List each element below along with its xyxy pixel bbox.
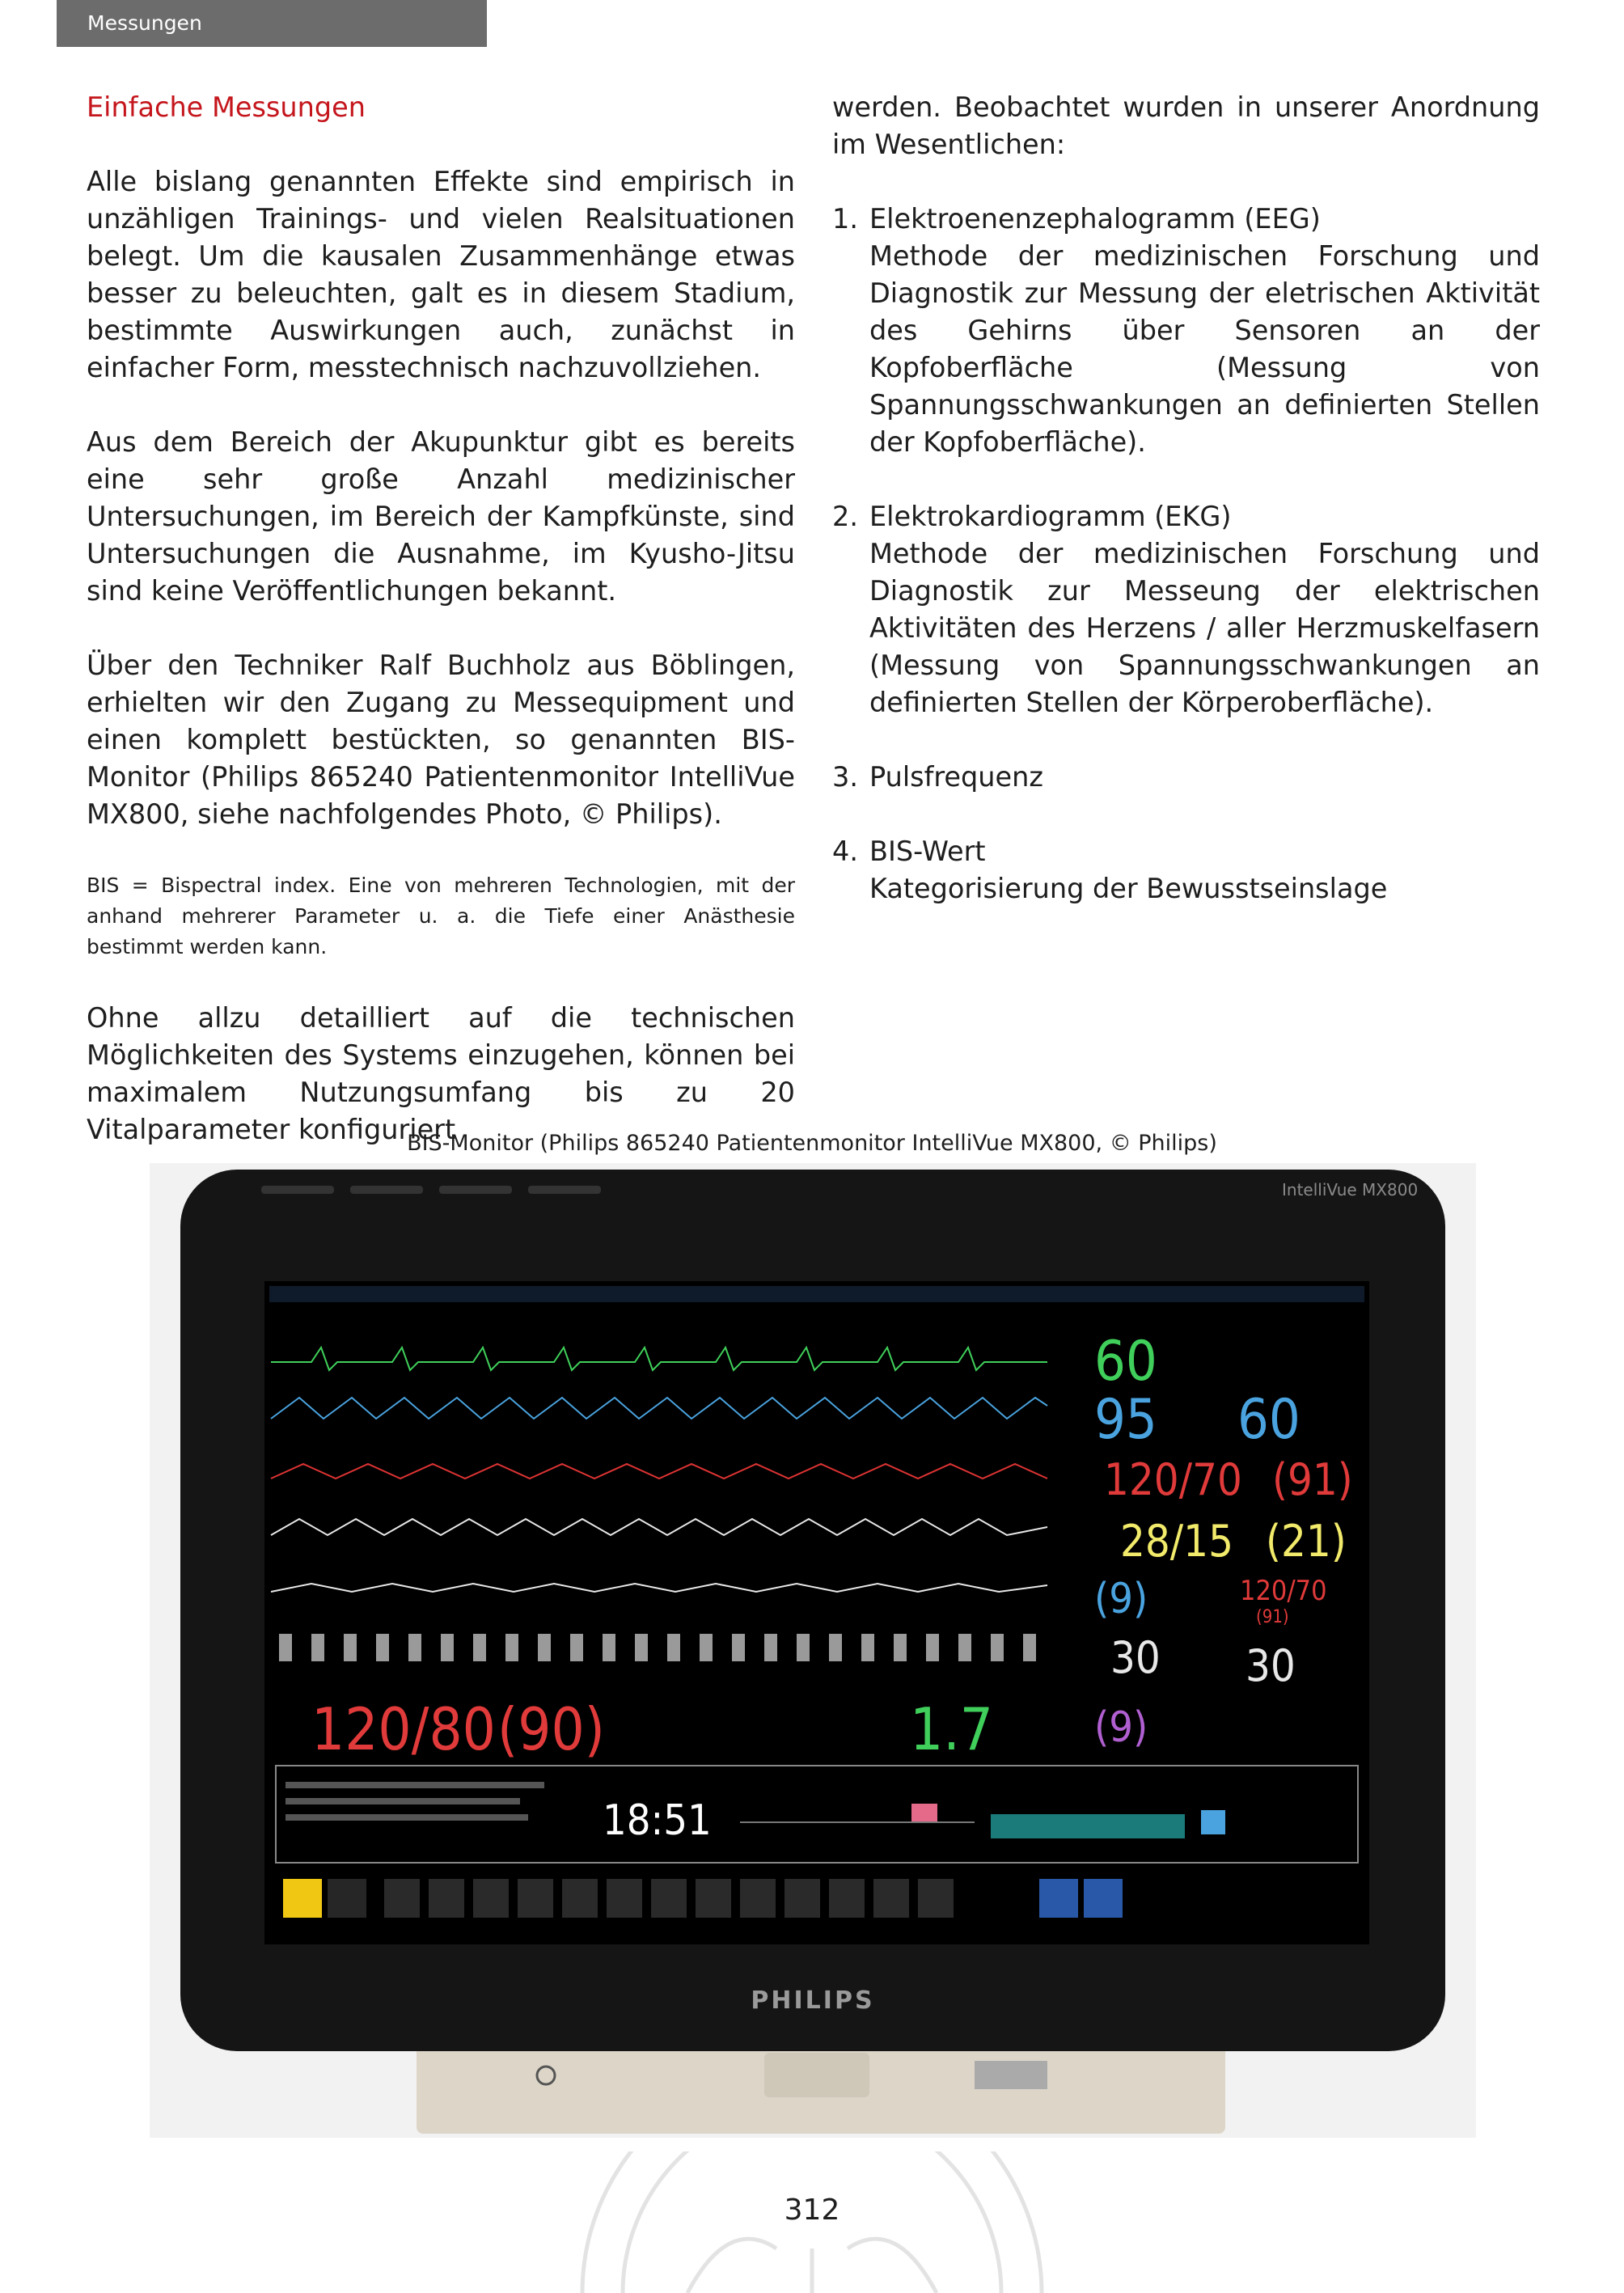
- section-tab-label: Messungen: [87, 11, 202, 35]
- page-number: 312: [784, 2194, 840, 2227]
- list-title: Elektrokardiogramm (EKG): [869, 501, 1232, 532]
- toolbar-button[interactable]: [1084, 1879, 1123, 1918]
- bis-value: 1.7: [910, 1695, 993, 1763]
- list-number: 3.: [832, 761, 858, 793]
- right-column: [832, 89, 1540, 945]
- list-description: Kategorisierung der Bewusstseinslage: [869, 873, 1388, 904]
- alarm-button[interactable]: [283, 1879, 322, 1918]
- hr-value: 60: [1094, 1330, 1157, 1394]
- abp-mean-value: (91): [1272, 1454, 1353, 1505]
- nbp-large-mean-value: (90): [497, 1695, 605, 1763]
- toolbar-button[interactable]: [607, 1879, 642, 1918]
- icp-value: (9): [1094, 1703, 1148, 1752]
- toolbar-button[interactable]: [473, 1879, 509, 1918]
- toolbar-button[interactable]: [740, 1879, 776, 1918]
- list-title: Elektroenenzephalogramm (EEG): [869, 203, 1321, 235]
- clock: 18:51: [603, 1796, 712, 1845]
- trend-bar: [991, 1814, 1185, 1838]
- monitor-screen: [264, 1281, 1369, 1944]
- toolbar-button[interactable]: [651, 1879, 687, 1918]
- toolbar-button[interactable]: [918, 1879, 954, 1918]
- list-number: 2.: [832, 501, 858, 532]
- cvp-value: (9): [1094, 1575, 1148, 1623]
- footnote: BIS = Bispectral index. Eine von mehreren Technologien, mit der anhand mehrerer Parameter u. a. die Tiefe einer Anästhesie bestimmt werden kann.: [87, 874, 795, 958]
- nbp-small-value: 120/70: [1240, 1575, 1327, 1607]
- toolbar-button[interactable]: [873, 1879, 909, 1918]
- list-number: 4.: [832, 836, 858, 867]
- toolbar-button[interactable]: [328, 1879, 366, 1918]
- pap-mean-value: (21): [1266, 1516, 1347, 1567]
- section-heading: Einfache Messungen: [87, 91, 366, 123]
- paragraph: Alle bislang genannten Effekte sind empirisch in unzähligen Trainings- und vielen Realsituationen belegt. Um die kausalen Zusammenhänge etwas besser zu beleuchten, galt es in diesem Stadium, bestimmte Auswirkungen auch, zunächst in einfacher Form, messtechnisch nachzuvollziehen.: [87, 166, 795, 383]
- toolbar-button[interactable]: [696, 1879, 731, 1918]
- toolbar-button[interactable]: [1039, 1879, 1078, 1918]
- toolbar-button[interactable]: [562, 1879, 598, 1918]
- figure-caption: BIS-Monitor (Philips 865240 Patientenmonitor IntelliVue MX800, © Philips): [407, 1131, 1217, 1156]
- list-description: Methode der medizinischen Forschung und Diagnostik zur Messeung der elektrischen Aktivitäten des Herzens / aller Herzmuskelfasern (Messung von Spannungsschwankungen an definierten Stellen der Körperoberfläche).: [869, 538, 1540, 718]
- section-tab: [57, 0, 487, 47]
- spo2-value: 95: [1094, 1388, 1157, 1452]
- awrr-value: 30: [1245, 1640, 1296, 1691]
- toolbar-button[interactable]: [384, 1879, 420, 1918]
- toolbar-button[interactable]: [518, 1879, 553, 1918]
- paragraph: werden. Beobachtet wurden in unserer Anordnung im Wesentlichen:: [832, 91, 1540, 160]
- monitor-model-label: IntelliVue MX800: [1282, 1180, 1419, 1199]
- list-item: [832, 833, 1540, 907]
- brand-logo: PHILIPS: [751, 1986, 875, 2015]
- barcode-label: [975, 2061, 1047, 2089]
- left-column: [87, 89, 795, 1186]
- pulse-value: 60: [1237, 1388, 1300, 1452]
- nbp-small-mean-value: (91): [1256, 1607, 1289, 1627]
- status-bar: [269, 1286, 1364, 1302]
- toolbar-button[interactable]: [429, 1879, 464, 1918]
- paragraph: Über den Techniker Ralf Buchholz aus Böblingen, erhielten wir den Zugang zu Messequipment und einen komplett bestückten, so genannten BIS-Monitor (Philips 865240 Patientenmonitor IntelliVue MX800, siehe nachfolgendes Photo, © Philips).: [87, 649, 795, 830]
- list-item: [832, 759, 1540, 796]
- list-number: 1.: [832, 203, 858, 235]
- paragraph: Aus dem Bereich der Akupunktur gibt es bereits eine sehr große Anzahl medizinischer Untersuchungen, im Bereich der Kampfkünste, sind Untersuchungen die Ausnahme, im Kyusho-Jitsu sind keine Veröffentlichungen bekannt.: [87, 426, 795, 607]
- list-title: BIS-Wert: [869, 836, 986, 867]
- list-item: [832, 201, 1540, 461]
- etco2-value: 30: [1110, 1632, 1161, 1683]
- list-title: Pulsfrequenz: [869, 761, 1043, 793]
- monitor-photo: [150, 1163, 1476, 2138]
- abp-value: 120/70: [1104, 1454, 1242, 1505]
- list-item: [832, 498, 1540, 721]
- list-description: Methode der medizinischen Forschung und Diagnostik zur Messung der eletrischen Aktivität des Gehirns über Sensoren an der Kopfoberfläche (Messung von Spannungsschwankungen an definierten Stellen der Kopfoberfläche).: [869, 240, 1540, 458]
- nbp-large-value: 120/80: [311, 1695, 496, 1763]
- toolbar-button[interactable]: [785, 1879, 820, 1918]
- pap-value: 28/15: [1120, 1516, 1233, 1567]
- trend-marker: [911, 1804, 937, 1821]
- paragraph: Ohne allzu detailliert auf die technischen Möglichkeiten des Systems einzugehen, können bei maximalem Nutzungsumfang bis zu 20 Vitalparameter konfiguriert: [87, 1002, 795, 1145]
- toolbar-button[interactable]: [829, 1879, 865, 1918]
